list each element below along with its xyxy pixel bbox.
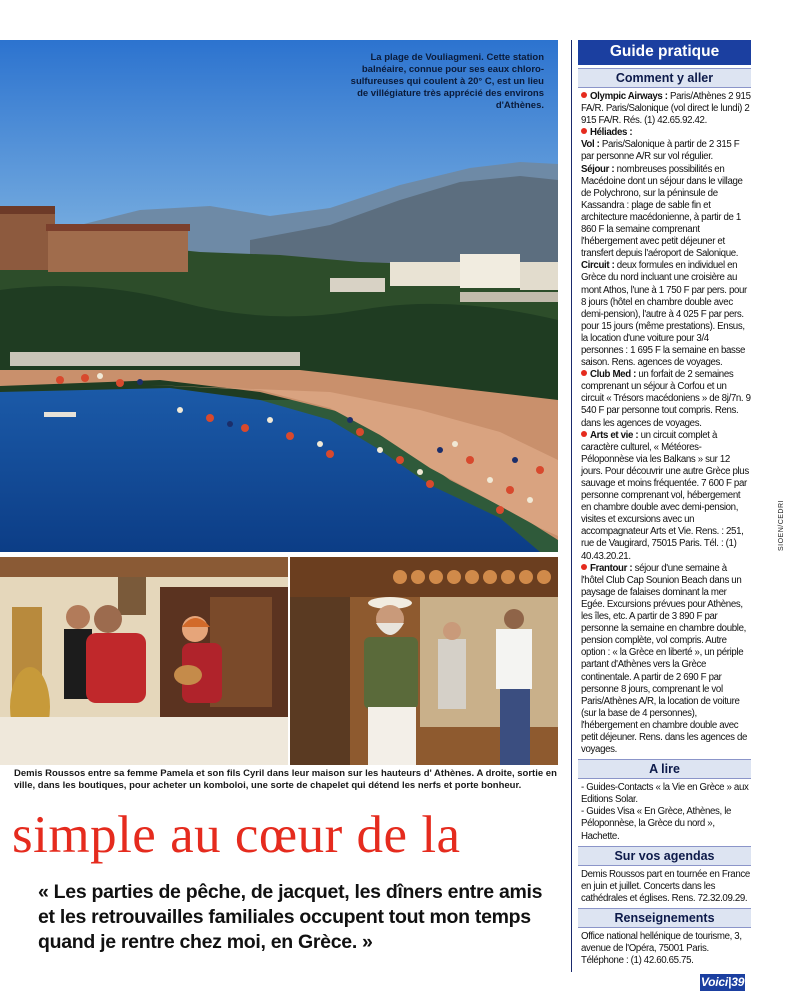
section-body-renseignements xyxy=(581,931,751,967)
entry-text: un circuit complet à caractère culturel, « Météores-Péloponnèse via les Balkans » sur 12 jours. Pour découvrir une autre Grèce plus sauvage et moins fréquentée. 7 600 F par personne comprenant vol, hébergement en chambre double avec demi-pension, visites et excursions avec un accompagnateur Arts et Vie. Rens. : 251, rue de Vaugirard, 75015 Paris. Tél. : (1) 40.43.20.21. xyxy=(581,429,749,562)
entry-text: un forfait de 2 semaines comprenant un séjour à Corfou et un circuit « Trésors macédoniens » de 8j/7n. 9 540 F par personne tout compris. Rens. dans les agences de voyages. xyxy=(581,369,751,429)
entry-olympic xyxy=(581,91,751,127)
entry-text: nombreuses possibilités en Macédoine dont un séjour dans le village de Polychrono, sur la péninsule de Kassandra : plage de sable fin et architecture macédonienne, à partir de 1 860 F la semaine comprenant l'hébergement avec petit déjeuner et transfert depuis l'aéroport de Salonique. xyxy=(581,163,743,260)
shop-illustration xyxy=(290,557,558,765)
headline: simple au cœur de la xyxy=(12,806,461,864)
brand-name: Voici xyxy=(700,975,729,989)
brand-separator: | xyxy=(728,975,732,989)
bullet-icon xyxy=(581,92,587,98)
reading-item: - Guides-Contacts « la Vie en Grèce » aux Editions Solar. xyxy=(581,782,749,806)
reading-item: - Guides Visa « En Grèce, Athènes, le Péloponnèse, la Grèce du nord », Hachette. xyxy=(581,806,732,842)
entry-text: deux formules en individuel en Grèce du nord incluant une croisière au mont Athos, l'une à 1 750 F par pers. pour 8 jours (hôtel en chambre double avec demi-pension), l'autre à 4 025 F par pers. pour 15 jours (même prestations). Ensus, la location d'une voiture pour 3/4 personnes : 1 695 F la semaine en basse saison. Rens. agences de voyages. xyxy=(581,260,747,369)
family-photo xyxy=(0,557,288,765)
bullet-icon xyxy=(581,370,587,376)
entry-label: Circuit : xyxy=(581,260,615,272)
entry-frantour xyxy=(581,563,751,757)
entry-name: Olympic Airways : xyxy=(590,91,668,102)
section-heading-comment-y-aller: Comment y aller xyxy=(578,68,751,88)
bullet-icon xyxy=(581,564,587,570)
pull-quote: « Les parties de pêche, de jacquet, les dîners entre amis et les retrouvailles familiales occupent tout mon temps quand je rentre chez moi, en Grèce. » xyxy=(38,881,543,953)
entry-label: Séjour : xyxy=(581,163,615,175)
section-heading-renseignements: Renseignements xyxy=(578,908,751,928)
entry-text: Paris/Athènes 2 915 FA/R. Paris/Salonique (vol direct le lundi) 2 915 FA/R. Rés. (1) 42.65.92.42. xyxy=(581,91,751,127)
family-illustration xyxy=(0,557,288,765)
entry-name: Héliades : xyxy=(590,127,633,139)
shop-photo xyxy=(290,557,558,765)
section-body-a-lire xyxy=(581,782,751,842)
entry-heliades xyxy=(581,127,751,139)
bullet-icon xyxy=(581,431,587,437)
photo-caption: Demis Roussos entre sa femme Pamela et son fils Cyril dans leur maison sur les hauteurs d' Athènes. A droite, sortie en ville, dans les boutiques, pour acheter un komboloi, une sorte de chapelet qui détend les nerfs et porte bonheur. xyxy=(14,768,557,791)
entry-arts-et-vie xyxy=(581,430,751,563)
section-heading-a-lire: A lire xyxy=(578,759,751,779)
section-body-comment-y-aller xyxy=(581,91,751,756)
magazine-brand-page-number xyxy=(700,974,745,991)
entry-label: Vol : xyxy=(581,139,600,151)
guide-sidebar xyxy=(571,40,751,972)
photo-credit: SIOEN/CEDRI xyxy=(778,500,785,552)
agendas-text: Demis Roussos part en tournée en France en juin et juillet. Concerts dans les cathédrales et églises. Rens. 72.32.09.29. xyxy=(581,868,750,904)
entry-name: Arts et vie : xyxy=(590,429,639,441)
bullet-icon xyxy=(581,128,587,134)
entry-name: Frantour : xyxy=(590,562,633,574)
beach-caption: La plage de Vouliagmeni. Cette station balnéaire, connue pour ses eaux chloro-sulfureuses qui coulent à 20° C, est un lieu de villégiature très apprécié des environs d'Athènes. xyxy=(350,52,544,111)
beach-photo xyxy=(0,40,558,552)
entry-text: Paris/Salonique à partir de 2 315 F par personne A/R sur vol régulier. xyxy=(581,139,740,163)
entry-sejour xyxy=(581,164,751,261)
renseignements-text: Office national hellénique de tourisme, 3, avenue de l'Opéra, 75001 Paris. Téléphone : (1) 42.60.65.75. xyxy=(581,930,742,967)
entry-clubmed xyxy=(581,369,751,429)
guide-title: Guide pratique xyxy=(578,40,751,65)
beach-landscape-illustration xyxy=(0,40,558,552)
section-body-agendas xyxy=(581,869,751,905)
section-heading-agendas: Sur vos agendas xyxy=(578,846,751,866)
entry-name: Club Med : xyxy=(590,369,637,381)
entry-circuit xyxy=(581,260,751,369)
entry-vol xyxy=(581,139,751,163)
entry-text: séjour d'une semaine à l'hôtel Club Cap Sounion Beach dans un paysage de falaises dominant la mer Egée. Excursions prévues pour Athènes, les îles, etc. A partir de 3 890 F par personne la semaine en chambre double, pension complète, vol compris. Autre option : « la Grèce en liberté », un périple partant d'Athènes vers la Grèce continentale. A partir de 2 690 F par personne 8 jours, comprenant le vol Paris/Athènes A/R, la location de voiture (sur la base de 4 personnes), l'hébergement en chambre double avec petit déjeuner. Rens. dans les agences de voyages. xyxy=(581,562,748,756)
page-number: 39 xyxy=(731,975,745,989)
